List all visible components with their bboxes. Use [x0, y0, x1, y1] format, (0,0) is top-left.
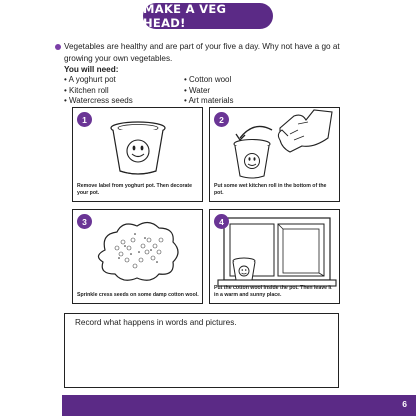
material-item: • A yoghurt pot [64, 75, 133, 86]
step-panel-1 [72, 107, 203, 202]
materials-column-left [64, 75, 133, 107]
step-number-badge: 2 [214, 112, 229, 127]
step-panel-2 [209, 107, 340, 202]
intro-paragraph [64, 41, 354, 64]
intro-text: Vegetables are healthy and are part of your five a day. Why not have a go at growing your own vegetables. [64, 42, 340, 63]
material-item: • Kitchen roll [64, 86, 133, 97]
cotton-wool-seeds-icon [73, 210, 204, 305]
bullet-dot-icon [55, 44, 61, 50]
material-item: • Cotton wool [184, 75, 234, 86]
record-box[interactable] [64, 313, 339, 388]
materials-heading: You will need: [64, 65, 119, 74]
step-caption: Remove label from yoghurt pot. Then decorate your pot. [77, 183, 193, 196]
record-label: Record what happens in words and pictures. [75, 318, 237, 327]
title-banner [143, 3, 273, 29]
step-number-badge: 3 [77, 214, 92, 229]
material-item: • Art materials [184, 96, 234, 107]
step-panel-4 [209, 209, 340, 304]
step-caption: Put some wet kitchen roll in the bottom of the pot. [214, 183, 327, 196]
step-caption: Sprinkle cress seeds on some damp cotton wool. [77, 292, 199, 298]
step-caption: Put the cotton wool inside the pot. Then leave it in a warm and sunny place. [214, 285, 332, 298]
materials-column-right [184, 75, 234, 107]
step-number-badge: 4 [214, 214, 229, 229]
step-panel-3 [72, 209, 203, 304]
footer-bar [62, 395, 416, 416]
page-number: 6 [402, 399, 407, 409]
step-number-badge: 1 [77, 112, 92, 127]
page-title: MAKE A VEG HEAD! [143, 2, 227, 30]
material-item: • Watercress seeds [64, 96, 133, 107]
material-item: • Water [184, 86, 234, 97]
